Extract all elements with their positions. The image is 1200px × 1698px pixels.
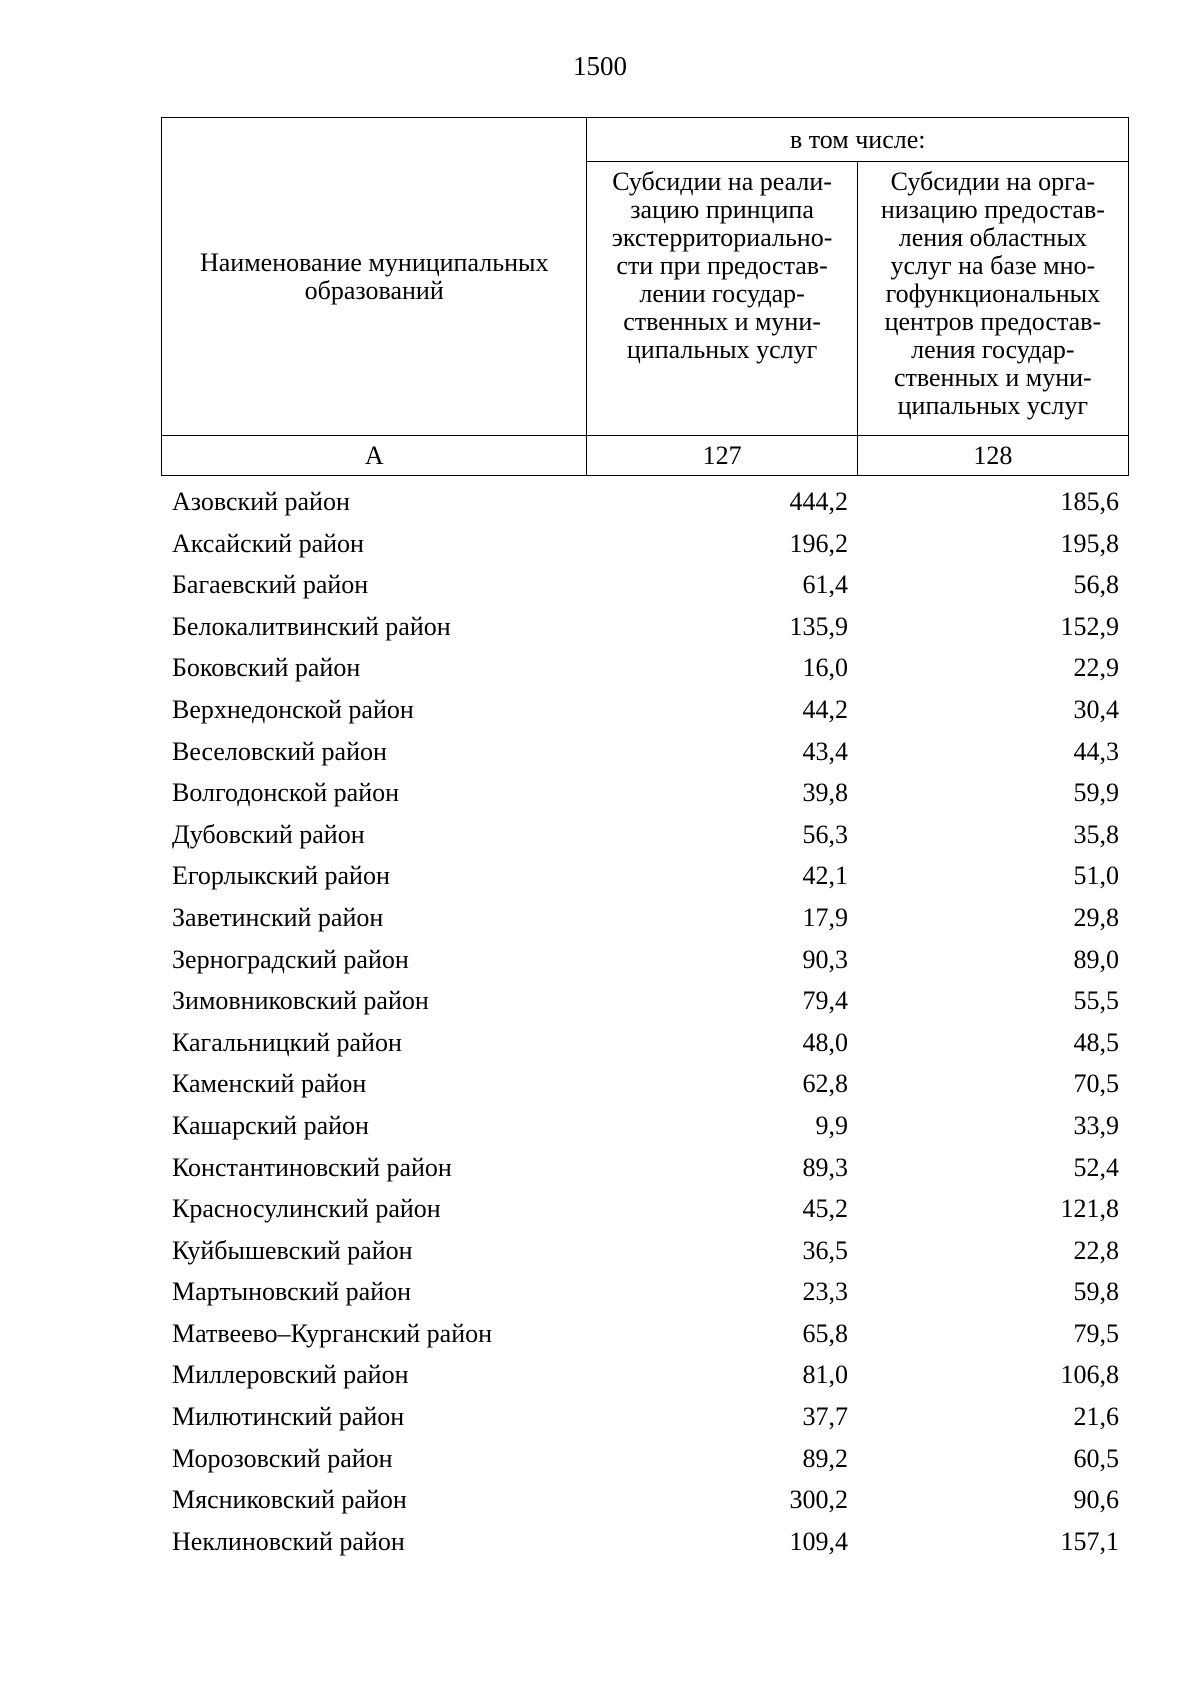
value-127: 444,2: [789, 487, 848, 516]
table-row: [0, 939, 1200, 981]
municipality-name: Волгодонской район: [172, 778, 400, 808]
municipality-name: Неклиновский район: [172, 1526, 405, 1556]
header-col-128-line: Субсидии на орга-: [890, 167, 1096, 196]
value-127: 79,4: [802, 986, 848, 1016]
table-row: [0, 855, 1200, 897]
value-128: 29,8: [1073, 902, 1119, 932]
header-group-label: в том числе:: [587, 118, 1129, 162]
value-128: 33,9: [1073, 1110, 1119, 1140]
municipality-name: Мартыновский район: [172, 1277, 412, 1307]
municipality-name: Азовский район: [172, 487, 350, 516]
value-128: 22,9: [1073, 653, 1119, 683]
value-128: 35,8: [1073, 819, 1119, 849]
table-row: [0, 1271, 1200, 1313]
value-127: 90,3: [802, 944, 848, 974]
value-127: 48,0: [802, 1027, 848, 1057]
value-128: 157,1: [1060, 1526, 1119, 1556]
value-128: 44,3: [1073, 736, 1119, 766]
value-128: 59,8: [1073, 1277, 1119, 1307]
value-127: 23,3: [802, 1277, 848, 1307]
header-col-128-line: гофункциональных: [885, 279, 1101, 308]
value-128: 106,8: [1060, 1360, 1119, 1390]
value-128: 89,0: [1073, 944, 1119, 974]
municipality-name: Боковский район: [172, 653, 361, 683]
header-col-127-line: Субсидии на реали-: [612, 167, 832, 196]
header-col-128: [857, 162, 1128, 436]
table-row: [0, 814, 1200, 856]
table-row: [0, 1354, 1200, 1396]
value-127: 37,7: [802, 1402, 848, 1432]
value-128: 79,5: [1073, 1318, 1119, 1348]
value-127: 17,9: [802, 902, 848, 932]
header-col-127: [587, 162, 857, 436]
value-128: 185,6: [1060, 487, 1119, 516]
value-127: 39,8: [802, 778, 848, 808]
municipality-name: Матвеево–Курганский район: [172, 1318, 493, 1348]
value-128: 90,6: [1073, 1485, 1119, 1515]
table-row: [0, 523, 1200, 565]
value-127: 61,4: [802, 570, 848, 600]
table-row: [0, 481, 1200, 523]
header-col-127-line: сти при предостав-: [616, 251, 828, 280]
value-127: 44,2: [802, 694, 848, 724]
value-127: 300,2: [789, 1485, 848, 1515]
municipality-name: Кагальницкий район: [172, 1027, 402, 1057]
municipality-name: Аксайский район: [172, 528, 364, 558]
municipality-name: Белокалитвинский район: [172, 611, 451, 641]
column-number-a: А: [162, 436, 587, 476]
header-col-127-line: лении государ-: [639, 279, 805, 308]
table-row: [0, 731, 1200, 773]
municipality-name: Егорлыкский район: [172, 861, 390, 891]
municipality-name: Миллеровский район: [172, 1360, 409, 1390]
value-128: 52,4: [1073, 1152, 1119, 1182]
header-col-127-line: ципальных услуг: [626, 335, 818, 364]
value-127: 89,3: [802, 1152, 848, 1182]
value-128: 30,4: [1073, 694, 1119, 724]
value-128: 195,8: [1060, 528, 1119, 558]
table-row: [0, 647, 1200, 689]
value-128: 22,8: [1073, 1235, 1119, 1265]
header-name-label: Наименование муниципальных образований: [199, 247, 549, 305]
header-col-127-line: экстерриториально-: [611, 223, 833, 252]
table-row: [0, 689, 1200, 731]
value-127: 36,5: [802, 1235, 848, 1265]
value-127: 42,1: [802, 861, 848, 891]
municipality-name: Дубовский район: [172, 819, 365, 849]
value-127: 109,4: [789, 1526, 848, 1556]
municipality-name: Кашарский район: [172, 1110, 369, 1140]
table-row: [0, 564, 1200, 606]
table-row: [0, 606, 1200, 648]
municipality-name: Куйбышевский район: [172, 1235, 413, 1265]
header-col-127-line: ственных и муни-: [623, 307, 821, 336]
column-number-128: 128: [857, 436, 1128, 476]
value-128: 48,5: [1073, 1027, 1119, 1057]
value-127: 16,0: [802, 653, 848, 683]
table-row: [0, 1022, 1200, 1064]
table-row: [0, 1188, 1200, 1230]
value-128: 55,5: [1073, 986, 1119, 1016]
value-128: 121,8: [1060, 1194, 1119, 1224]
table-row: [0, 1230, 1200, 1272]
municipality-name: Заветинский район: [172, 902, 384, 932]
value-127: 81,0: [802, 1360, 848, 1390]
header-name-column: [162, 118, 587, 436]
value-128: 56,8: [1073, 570, 1119, 600]
municipality-name: Веселовский район: [172, 736, 387, 766]
table-row: [0, 1063, 1200, 1105]
value-127: 89,2: [802, 1443, 848, 1473]
header-col-128-line: услуг на базе мно-: [890, 251, 1096, 280]
column-number-127: 127: [587, 436, 857, 476]
value-127: 135,9: [789, 611, 848, 641]
table-row: [0, 1479, 1200, 1521]
value-127: 62,8: [802, 1069, 848, 1099]
municipality-name: Морозовский район: [172, 1443, 393, 1473]
municipality-name: Зерноградский район: [172, 944, 409, 974]
header-col-128-line: низацию предостав-: [880, 195, 1105, 224]
municipality-name: Мясниковский район: [172, 1485, 407, 1515]
value-128: 152,9: [1060, 611, 1119, 641]
header-col-128-line: ления областных: [898, 223, 1087, 252]
value-127: 45,2: [802, 1194, 848, 1224]
header-col-128-line: центров предостав-: [884, 307, 1102, 336]
table-row: [0, 897, 1200, 939]
header-col-128-line: ственных и муни-: [893, 363, 1092, 392]
header-col-128-line: ципальных услуг: [897, 391, 1089, 420]
municipality-name: Верхнедонской район: [172, 694, 414, 724]
municipality-name: Каменский район: [172, 1069, 367, 1099]
header-col-128-line: ления государ-: [911, 335, 1075, 364]
value-128: 70,5: [1073, 1069, 1119, 1099]
value-127: 9,9: [815, 1110, 848, 1140]
municipality-name: Милютинский район: [172, 1402, 405, 1432]
table-row: [0, 1396, 1200, 1438]
value-128: 51,0: [1073, 861, 1119, 891]
table-row: [0, 980, 1200, 1022]
page-number: 1500: [573, 51, 627, 81]
value-127: 43,4: [802, 736, 848, 766]
table-row: [0, 1521, 1200, 1563]
header-col-127-line: зацию принципа: [630, 195, 814, 224]
table-header: [161, 117, 1129, 476]
value-128: 60,5: [1073, 1443, 1119, 1473]
municipality-name: Багаевский район: [172, 570, 369, 600]
value-128: 21,6: [1073, 1402, 1119, 1432]
value-127: 56,3: [802, 819, 848, 849]
value-127: 65,8: [802, 1318, 848, 1348]
municipality-name: Красносулинский район: [172, 1194, 441, 1224]
municipality-name: Зимовниковский район: [172, 986, 429, 1016]
table-row: [0, 1313, 1200, 1355]
table-row: [0, 1105, 1200, 1147]
table-body: [0, 481, 1200, 1562]
municipality-name: Константиновский район: [172, 1152, 452, 1182]
table-row: [0, 772, 1200, 814]
table-row: [0, 1438, 1200, 1480]
table-row: [0, 1147, 1200, 1189]
value-127: 196,2: [789, 528, 848, 558]
value-128: 59,9: [1073, 778, 1119, 808]
